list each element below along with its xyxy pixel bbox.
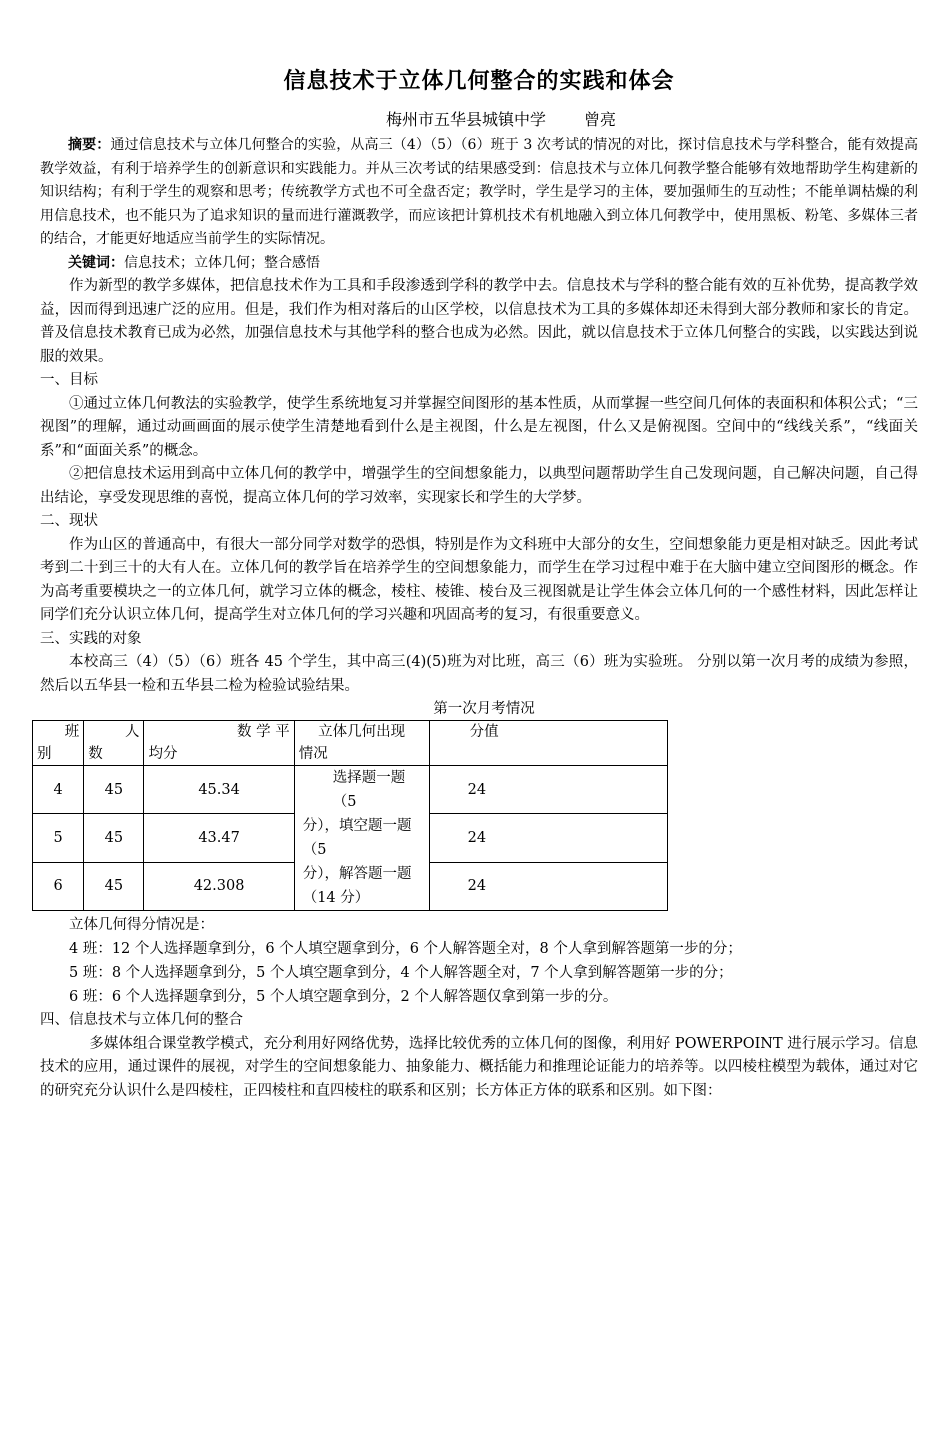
subjects-paragraph: 本校高三（4）（5）（6）班各 45 个学生，其中高三(4)(5)班为对比班，高三（6）班为实验班。 分别以第一次月考的成绩为参照，然后以五华县一检和五华县二检为检验试验结果。 xyxy=(40,654,918,694)
author-school: 梅州市五华县城镇中学 xyxy=(385,110,546,129)
results-line-class4: 4 班：12 个人选择题拿到分，6 个人填空题拿到分，6 个人解答题全对，8 个人拿到解答题第一步的分； xyxy=(69,941,742,957)
keywords-text: 信息技术；立体几何；整合感悟 xyxy=(124,254,320,271)
table-header-row xyxy=(33,721,668,766)
cell-count: 45 xyxy=(84,814,144,862)
abstract-paragraph xyxy=(40,134,918,252)
keywords-label: 关键词： xyxy=(68,254,124,271)
intro-paragraph: 作为新型的教学多媒体，把信息技术作为工具和手段渗透到学科的教学中去。信息技术与学科的整合能有效的互补优势，提高教学效益，因而得到迅速广泛的应用。但是，我们作为相对落后的山区学校，以信息技术为工具的多媒体却还未得到大部分教师和家长的肯定。普及信息技术教育已成为必然，加强信息技术与其他学科的整合也成为必然。因此，就以信息技术于立体几何整合的实践，以实践达到说服的效果。 xyxy=(40,278,918,365)
cell-count: 45 xyxy=(84,862,144,910)
exam-table xyxy=(32,720,668,911)
keywords-paragraph xyxy=(40,252,918,276)
table-row xyxy=(33,766,668,814)
results-intro: 立体几何得分情况是： xyxy=(69,917,214,933)
header-average: 数 学 平 均分 xyxy=(144,721,294,766)
cell-score: 24 xyxy=(429,862,667,910)
author-line xyxy=(40,107,918,130)
cell-count: 45 xyxy=(84,766,144,814)
cell-score: 24 xyxy=(429,814,667,862)
abstract-text: 通过信息技术与立体几何整合的实验，从高三（4）（5）（6）班于 3 次考试的情况的对比，探讨信息技术与学科整合，能有效提高教学效益，有利于培养学生的创新意识和实践能力。并从三次考试的结果感受到：信息技术与立体几何教学整合能够有效地帮助学生构建新的知识结构；有利于学生的观察和思考；传统教学方式也不可全盘否定；教学时，学生是学习的主体，要加强师生的互动性；不能单调枯燥的利用信息技术，也不能只为了追求知识的量而进行灌溉教学，而应该把计算机技术有机地融入到立体几何教学中，使用黑板、粉笔、多媒体三者的结合，才能更好地适应当前学生的实际情况。 xyxy=(40,137,919,247)
section-heading-goals: 一、目标 xyxy=(40,372,98,388)
cell-class: 4 xyxy=(33,766,84,814)
section-heading-subjects: 三、实践的对象 xyxy=(40,630,142,647)
header-score: 分值 xyxy=(429,721,667,766)
author-name: 曾亮 xyxy=(584,110,617,129)
document-title: 信息技术于立体几何整合的实践和体会 xyxy=(283,69,675,94)
integration-paragraph: 多媒体组合课堂教学模式，充分利用好网络优势，选择比较优秀的立体几何的图像，利用好 POWERPOINT 进行展示学习。信息技术的应用，通过课件的展视，对学生的空间想象能力、抽象能力、概括能力和推理论证能力的培养等。以四棱柱模型为载体，通过对它的研究充分认识什么是四棱柱，正四棱柱和直四棱柱的联系和区别；长方体正方体的联系和区别。如下图： xyxy=(40,1035,918,1099)
cell-score: 24 xyxy=(429,766,667,814)
section-heading-status: 二、现状 xyxy=(40,513,98,529)
header-count: 人 数 xyxy=(84,721,144,766)
document-page xyxy=(37,64,919,1103)
goals-paragraph-2: ②把信息技术运用到高中立体几何的教学中，增强学生的空间想象能力，以典型问题帮助学生自己发现问题，自己解决问题，自己得出结论，享受发现思维的喜悦，提高立体几何的学习效率，实现家长和学生的大学梦。 xyxy=(40,466,918,506)
abstract-label: 摘要： xyxy=(68,137,111,153)
cell-geometry-distribution: 选择题一题（5 分），填空题一题（5 分），解答题一题 （14 分） xyxy=(294,766,429,911)
table-caption: 第一次月考情况 xyxy=(433,701,535,717)
cell-average: 42.308 xyxy=(144,862,294,910)
cell-average: 43.47 xyxy=(144,814,294,862)
header-geometry: 立体几何出现 情况 xyxy=(294,721,429,766)
results-line-class6: 6 班：6 个人选择题拿到分，5 个人填空题拿到分，2 个人解答题仅拿到第一步的分。 xyxy=(69,989,618,1005)
goals-paragraph-1: ①通过立体几何教法的实验教学，使学生系统地复习并掌握空间图形的基本性质，从而掌握一些空间几何体的表面积和体积公式；“三视图”的理解，通过动画画面的展示使学生清楚地看到什么是主视图，什么是左视图，什么又是俯视图。空间中的“线线关系”，“线面关系”和“面面关系”的概念。 xyxy=(40,395,918,459)
header-class: 班 别 xyxy=(33,721,84,766)
results-line-class5: 5 班：8 个人选择题拿到分，5 个人填空题拿到分，4 个人解答题全对，7 个人拿到解答题第一步的分； xyxy=(69,965,733,981)
cell-class: 5 xyxy=(33,814,84,862)
cell-average: 45.34 xyxy=(144,766,294,814)
section-heading-integration: 四、信息技术与立体几何的整合 xyxy=(40,1012,243,1028)
status-paragraph: 作为山区的普通高中，有很大一部分同学对数学的恐惧，特别是作为文科班中大部分的女生，空间想象能力更是相对缺乏。因此考试考到二十到三十的大有人在。立体几何的教学旨在培养学生的空间想象能力，而学生在学习过程中难于在大脑中建立空间图形的概念。作为高考重要模块之一的立体几何，就学习立体的概念，棱柱、棱锥、棱台及三视图就是让学生体会立体几何的一个感性材料，因此怎样让同学们充分认识立体几何，提高学生对立体几何的学习兴趣和巩固高考的复习，有很重要意义。 xyxy=(40,536,918,623)
cell-class: 6 xyxy=(33,862,84,910)
